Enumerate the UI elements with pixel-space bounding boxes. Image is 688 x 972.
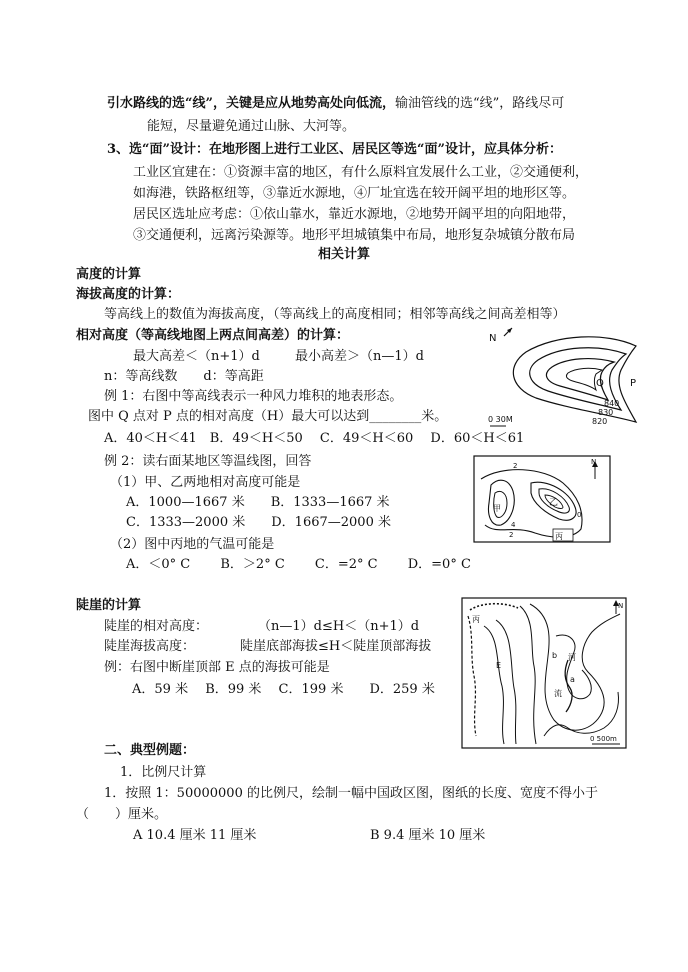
text-line: （2）图中丙地的气温可能是 [110,537,275,552]
place-jia-label: 甲 [493,504,501,513]
isotherm-label: 4 [511,521,516,529]
text-line: 陡崖的相对高度： [104,619,209,634]
north-label: N [591,458,597,466]
answer-options: C．1333—2000 米 D．1667—2000 米 [126,515,391,530]
text-line: 图中 Q 点对 P 点的相对高度（H）最大可以达到________米。 [88,409,448,424]
map-frame [462,598,626,748]
text-bold: 引水路线的选“线”，关键是应从地势高处向低流， [107,96,395,111]
scale-label: 0 30M [488,415,513,424]
answer-options: A．59 米 B．99 米 C．199 米 D．259 米 [132,682,435,697]
heading: 海拔高度的计算： [76,287,181,302]
place-yi-label: 乙 [549,498,559,508]
north-label: N [489,333,497,344]
formula-min: 最小高差＞（n—1）d [295,349,424,364]
point-q-label: Q [596,378,604,389]
text-line: 1．按照 1：50000000 的比例尺，绘制一幅中国政区图，图纸的长度、宽度不得小于 [104,786,598,801]
text-line [107,96,564,112]
text-line: 例 1：右图中等高线表示一种风力堆积的地表形态。 [104,389,403,404]
figure-cliff-contour-map [460,596,628,750]
text-line: 例 2：读右面某地区等温线图，回答 [104,454,312,469]
text-line: 1．比例尺计算 [120,765,207,780]
isotherm-label: 2 [509,531,514,539]
answer-option-a: A 10.4 厘米 11 厘米 [133,828,257,843]
contour-label: 830 [598,408,614,417]
answer-options: A．40＜H＜41 B．49＜H＜50 C．49＜H＜60 D．60＜H＜61 [104,431,525,446]
point-p-label: P [630,378,637,389]
contour-label: 820 [592,417,608,426]
text-line: 居民区选址应考虑：①依山靠水，靠近水源地，②地势开阔平坦的向阳地带， [133,207,576,222]
heading-section-3: 3、选“面”设计：在地形图上进行工业区、居民区等选“面”设计，应具体分析： [107,142,562,157]
answer-options: A．1000—1667 米 B．1333—1667 米 [126,495,390,510]
text-line: （ ）厘米。 [76,807,168,822]
text-line: ③交通便利，远离污染源等。地形平坦城镇集中布局，地形复杂城镇分散布局 [133,228,576,243]
heading: 高度的计算 [76,267,142,282]
heading: 二、典型例题： [104,743,196,758]
text-rest: 输油管线的选“线”，路线尽可 [394,96,565,111]
river-label: 河 [568,653,576,662]
text-line: 工业区宜建在：①资源丰富的地区，有什么原料宜发展什么工业，②交通便利， [133,165,589,180]
text-line: 等高线上的数值为海拔高度，（等高线上的高度相同；相邻等高线之间高差相等） [104,307,566,322]
text-line: 例：右图中断崖顶部 E 点的海拔可能是 [104,660,330,675]
scale-label: 0 500m [590,735,617,743]
point-b-label: b [552,651,558,660]
answer-options: A．＜0° C B．＞2° C C．=2° C D．=0° C [126,557,471,572]
north-label: N [618,602,624,610]
formula: 陡崖底部海拔≤H＜陡崖顶部海拔 [240,639,432,654]
text-line: （1）甲、乙两地相对高度可能是 [110,475,301,490]
point-a-label: a [570,675,575,684]
place-bing-label: 丙 [555,532,563,541]
text-line: n：等高线数 d：等高距 [104,369,264,384]
river-label: 流 [554,689,562,698]
heading: 相对高度（等高线地图上两点间高差）的计算： [76,328,350,343]
place-bing-label: 丙 [472,615,480,624]
figure-dune-contour-map [486,324,656,430]
heading: 陡崖的计算 [76,598,142,613]
contour-label: 840 [604,399,620,408]
section-title: 相关计算 [317,247,370,262]
point-e-label: E [496,661,502,670]
formula-max: 最大高差＜（n+1）d [133,349,260,364]
text-line: 如海港，铁路枢纽等，③靠近水源地，④厂址宜选在较开阔平坦的地形区等。 [133,186,576,201]
answer-option-b: B 9.4 厘米 10 厘米 [370,828,486,843]
text-line: 陡崖海拔高度： [104,639,196,654]
isotherm-label: 2 [513,462,518,470]
formula: （n—1）d≤H＜（n+1）d [258,619,420,634]
figure-isotherm-map [473,455,611,543]
isotherm-label: 0 [577,511,582,519]
text-line: 能短，尽量避免通过山脉、大河等。 [147,119,356,134]
